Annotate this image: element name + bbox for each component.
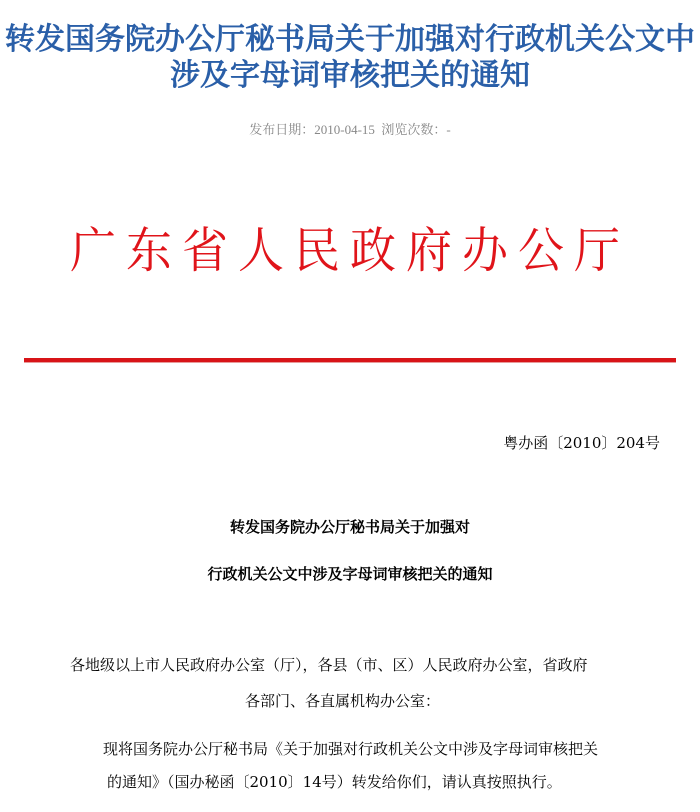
publish-date: 2010-04-15 — [314, 122, 375, 137]
subtitle-line-1: 转发国务院办公厅秘书局关于加强对 — [229, 518, 470, 536]
body-line-1: 现将国务院办公厅秘书局《关于加强对行政机关公文中涉及字母词审核把关 — [103, 740, 599, 758]
page-title: 转发国务院办公厅秘书局关于加强对行政机关公文中涉及字母词审核把关的通知 — [5, 22, 695, 93]
subtitle-line-2: 行政机关公文中涉及字母词审核把关的通知 — [207, 565, 493, 583]
issuing-organization: 广东省人民政府办公厅 — [70, 221, 630, 279]
views-label: 浏览次数： — [381, 122, 447, 137]
document-number: 粤办函〔2010〕204号 — [503, 434, 660, 452]
recipients-line-2: 各部门、各直属机构办公室： — [245, 692, 441, 710]
date-label: 发布日期： — [249, 122, 315, 137]
body-line-2: 的通知》（国办秘函〔2010〕14号）转发给你们，请认真按照执行。 — [107, 773, 562, 791]
views-count: - — [446, 122, 451, 137]
recipients-line-1: 各地级以上市人民政府办公室（厅），各县（市、区）人民政府办公室，省政府 — [70, 656, 588, 674]
publish-meta — [0, 119, 700, 138]
red-divider — [24, 358, 676, 363]
